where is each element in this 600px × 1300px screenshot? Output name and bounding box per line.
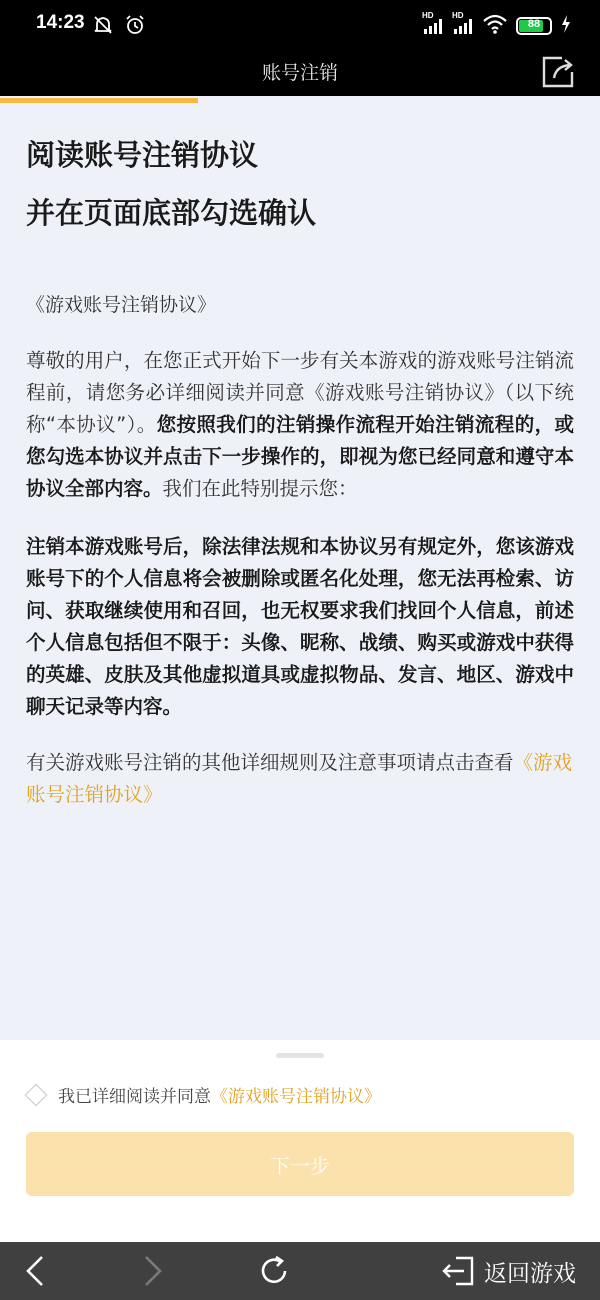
charging-icon	[560, 14, 572, 38]
headline	[26, 126, 574, 242]
exit-icon	[440, 1255, 476, 1287]
agreement-content[interactable]	[26, 126, 574, 811]
document-title: 《游戏账号注销协议》	[26, 294, 217, 316]
page-title: 账号注销	[261, 62, 338, 84]
agreement-link[interactable]: 《游戏账号注销协议》	[26, 751, 573, 806]
battery-icon	[516, 17, 552, 35]
notifications-muted-icon	[92, 14, 114, 40]
next-step-button[interactable]: 下一步	[26, 1132, 574, 1196]
drag-handle[interactable]	[276, 1053, 324, 1058]
intro-tail-text: 我们在此特别提示您：	[162, 477, 358, 500]
status-time: 14:23	[36, 12, 85, 33]
headline-line-1: 阅读账号注销协议	[26, 138, 259, 172]
intro-paragraph	[26, 345, 574, 505]
alarm-icon	[124, 14, 146, 40]
agree-agreement-link[interactable]: 《游戏账号注销协议》	[211, 1087, 381, 1107]
status-left-icons	[92, 14, 146, 40]
reading-progress-bar	[0, 96, 600, 104]
bottom-panel	[0, 1040, 600, 1242]
footer-text: 有关游戏账号注销的其他详细规则及注意事项请点击查看	[26, 751, 514, 774]
title-bar	[0, 50, 600, 96]
agree-checkbox[interactable]	[25, 1083, 48, 1106]
signal-icon-2: HD	[452, 15, 474, 37]
refresh-icon	[256, 1253, 292, 1289]
battery-level: 88	[527, 18, 541, 30]
browser-nav-bar	[0, 1242, 600, 1300]
intro-bold-text: 您按照我们的注销操作流程开始注销流程的，或您勾选本协议并点击下一步操作的，即视为您已经同意和遵守本协议全部内容。	[26, 413, 574, 500]
chevron-right-icon	[140, 1253, 166, 1289]
signal-icon: HD	[422, 15, 444, 37]
share-icon	[540, 54, 576, 90]
reading-progress-fill	[0, 98, 198, 103]
status-right-icons	[422, 13, 572, 39]
refresh-button[interactable]	[256, 1242, 292, 1300]
footer-paragraph	[26, 747, 574, 811]
forward-button[interactable]	[140, 1242, 166, 1300]
agree-row	[24, 1082, 381, 1107]
back-to-game-button[interactable]	[440, 1242, 576, 1300]
status-bar	[0, 0, 600, 50]
chevron-left-icon	[22, 1253, 48, 1289]
warning-paragraph: 注销本游戏账号后，除法律法规和本协议另有规定外，您该游戏账号下的个人信息将会被删除或匿名化处理，您无法再检索、访问、获取继续使用和召回，也无权要求我们找回个人信息，前述个人信息包括但不限于：头像、昵称、战绩、购买或游戏中获得的英雄、皮肤及其他虚拟道具或虚拟物品、发言、地区、游戏中聊天记录等内容。	[26, 535, 574, 718]
headline-line-2: 并在页面底部勾选确认	[26, 196, 317, 230]
intro-text: 尊敬的用户，在您正式开始下一步有关本游戏的游戏账号注销流程前，请您务必详细阅读并同意《游戏账号注销协议》（以下统称“本协议”）。	[26, 349, 574, 436]
share-button[interactable]	[540, 54, 576, 90]
back-to-game-label: 返回游戏	[484, 1260, 576, 1287]
agree-label	[58, 1082, 381, 1107]
agree-text: 我已详细阅读并同意	[58, 1087, 211, 1107]
wifi-icon	[482, 13, 508, 39]
back-button[interactable]	[22, 1242, 48, 1300]
